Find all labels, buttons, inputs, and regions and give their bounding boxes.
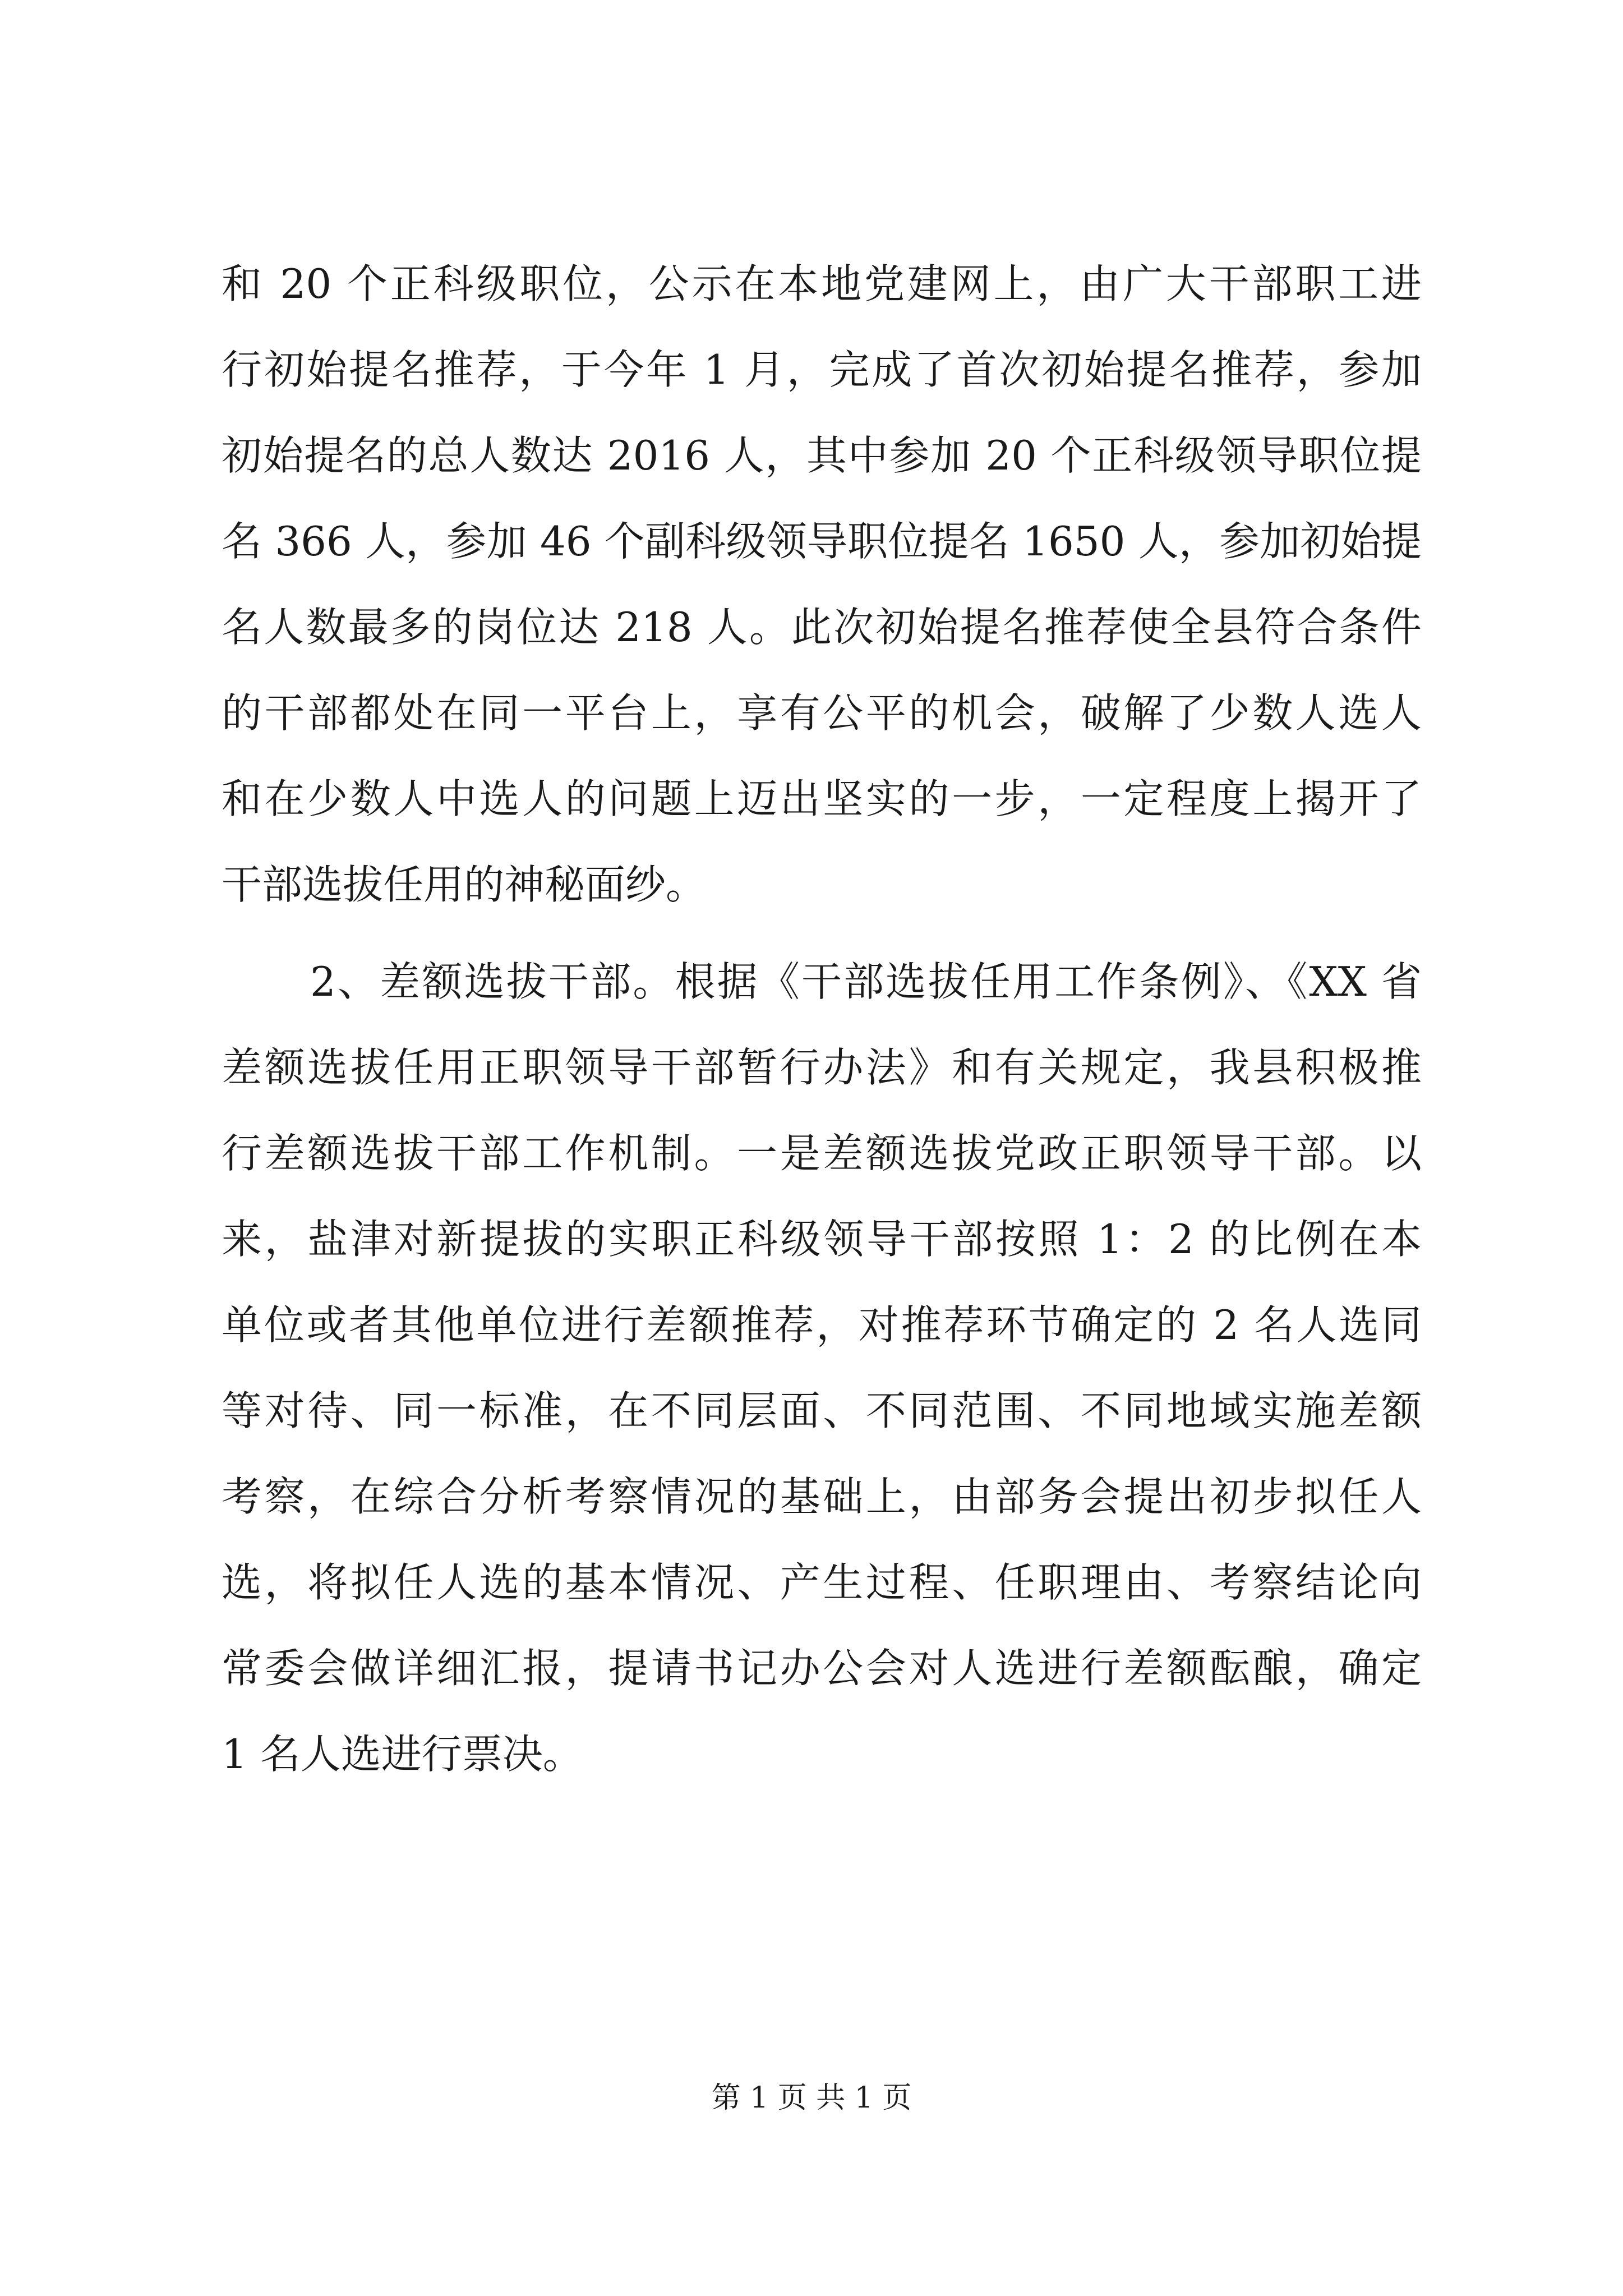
text-line: 名 366 人，参加 46 个副科级领导职位提名 1650 人，参加初始提 — [222, 518, 1422, 565]
text-line: 等对待、同一标准，在不同层面、不同范围、不同地域实施差额 — [222, 1387, 1422, 1434]
text-line: 干部选拔任用的神秘面纱。 — [222, 861, 707, 908]
text-line: 选，将拟任人选的基本情况、产生过程、任职理由、考察结论向 — [222, 1559, 1422, 1606]
text-line: 差额选拔任用正职领导干部暂行办法》和有关规定，我县积极推 — [222, 1044, 1422, 1091]
text-line: 名人数最多的岗位达 218 人。此次初始提名推荐使全县符合条件 — [222, 604, 1422, 651]
document-body — [222, 241, 1422, 1797]
text-line: 1 名人选进行票决。 — [222, 1731, 583, 1778]
text-line: 常委会做详细汇报，提请书记办公会对人选进行差额酝酿，确定 — [222, 1645, 1422, 1692]
text-line: 和在少数人中选人的问题上迈出坚实的一步，一定程度上揭开了 — [222, 775, 1422, 822]
text-line: 的干部都处在同一平台上，享有公平的机会，破解了少数人选人 — [222, 689, 1422, 737]
page-number-footer: 第 1 页 共 1 页 — [711, 2081, 912, 2115]
paragraph-spacer — [222, 928, 1422, 939]
paragraph-2 — [222, 939, 1422, 1797]
text-line: 来，盐津对新提拔的实职正科级领导干部按照 1：2 的比例在本 — [222, 1216, 1422, 1263]
paragraph-1 — [222, 241, 1422, 928]
text-line: 行差额选拔干部工作机制。一是差额选拔党政正职领导干部。以 — [222, 1130, 1422, 1177]
text-line: 行初始提名推荐，于今年 1 月，完成了首次初始提名推荐，参加 — [222, 346, 1422, 393]
text-line: 初始提名的总人数达 2016 人，其中参加 20 个正科级领导职位提 — [222, 432, 1422, 479]
text-line: 和 20 个正科级职位，公示在本地党建网上，由广大干部职工进 — [222, 260, 1422, 307]
text-line: 单位或者其他单位进行差额推荐，对推荐环节确定的 2 名人选同 — [222, 1301, 1422, 1349]
text-line: 考察，在综合分析考察情况的基础上，由部务会提出初步拟任人 — [222, 1473, 1422, 1520]
text-line: 2、差额选拔干部。根据《干部选拔任用工作条例》、《XX 省 — [310, 958, 1422, 1005]
